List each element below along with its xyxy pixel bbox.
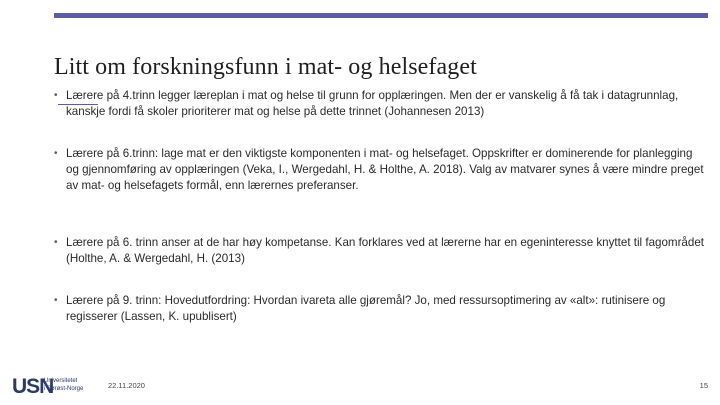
bullet-text: Lærere på 9. trinn: Hovedutfordring: Hvordan ivareta alle gjøremål? Jo, med ressursoptimering av «alt»: rutinisere og regisserer (Lassen, K. upublisert) [66,294,666,323]
bullet-item [54,235,704,267]
usn-logo-text [44,377,83,393]
bullet-dot-icon: • [54,237,58,248]
bullet-item [54,293,704,325]
usn-logo-mark: USN [12,375,54,398]
logo-line-2: i Sørøst-Norge [44,386,84,392]
bullet-dot-icon: • [54,148,58,159]
logo-line-1: Universitetet [44,378,78,384]
page-number: 15 [699,381,708,390]
footer-date: 22.11.2020 [108,381,145,390]
usn-logo [12,376,102,398]
top-accent-bar [54,13,708,18]
bullet-text: Lærere på 6. trinn anser at de har høy kompetanse. Kan forklares ved at lærerne har en egeninteresse knyttet til fagområdet (Holthe, A. & Wergedahl, H. (2013) [66,236,705,265]
bullet-text: Lærere på 4.trinn legger læreplan i mat og helse til grunn for opplæringen. Men der er vanskelig å få tak i datagrunnlag, kanskje fordi få skoler prioriterer mat og helse på dette trinnet (Johannesen 2013) [66,89,679,118]
bullet-dot-icon: • [54,295,58,306]
slide-title: Litt om forskningsfunn i mat- og helsefaget [54,54,477,80]
bullet-item [54,146,704,194]
bullet-text: Lærere på 6.trinn: lage mat er den viktigste komponenten i mat- og helsefaget. Oppskrifter er dominerende for planlegging og gjennomføring av opplæringen (Veka, I., Wergedahl, H. & Holthe, A. 2018). Valg av matvarer synes å være mindre preget av mat- og helsefagets formål, enn lærernes preferanser. [66,147,704,192]
bullet-dot-icon: • [54,90,58,101]
bullet-item [54,88,704,120]
